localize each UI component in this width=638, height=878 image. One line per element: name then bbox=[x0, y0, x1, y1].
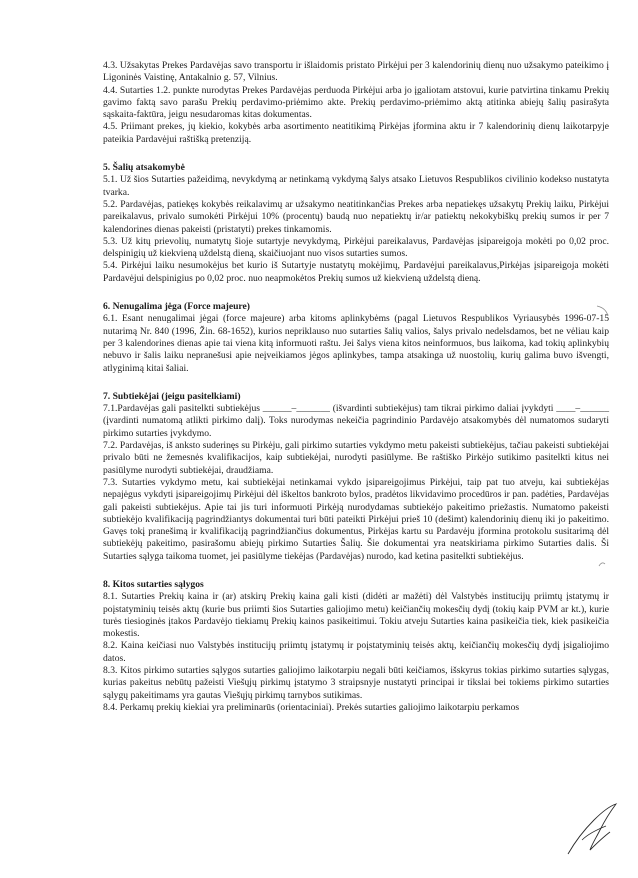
paragraph-5-4: 5.4. Pirkėjui laiku nesumokėjus bet kurio iš Sutartyje nustatytų mokėjimų, Pardavėjui pareikalavus,Pirkėjas įsipareigoja mokėti Pardavėjui delspinigius po 0,02 proc. nuo neapmokėtos Prekių sumos už kiekvieną uždelstą dieną. bbox=[103, 260, 609, 284]
paragraph-6-1: 6.1. Esant nenugalimai jėgai (force majeure) arba kitoms aplinkybėms (pagal Lietuvos Respublikos Vyriausybės 1996-07-15 nutarimą Nr. 840 (1996, Žin. 68-1652), kurios nepriklauso nuo sutarties šalių valios, šalys privalo nedelsdamos, bet ne vėliau kaip per 3 kalendorines dienas apie tai viena kitą informuoti raštu. Jei šalys viena kitos neinformuos, bus laikoma, kad tokių aplinkybių nebuvo ir šalis laiku nepranešusi apie neįveikiamos jėgos aplinkybes, tampa atsakinga už nuostolių, kurių galima buvo išvengti, atlyginimą kitai šaliai. bbox=[103, 313, 609, 374]
paragraph-5-2: 5.2. Pardavėjas, patiekęs kokybės reikalavimų ar užsakymo neatitinkančias Prekes arba nepatiekęs užsakytų Prekių laiku, Pirkėjui pareikalavus, privalo sumokėti Pirkėjui 10% (procentų) baudą nuo nepatiektų ir/ar patiektų nekokybiškų prekių sumos ir per 7 kalendorines dienas pakeisti (pristatyti) prekes tinkamomis. bbox=[103, 198, 609, 235]
paragraph-7-2: 7.2. Pardavėjas, iš anksto suderinęs su Pirkėju, gali pirkimo sutarties vykdymo metu pakeisti subtiekėjus, tačiau pakeisti subtiekėjai privalo būti ne žemesnės kvalifikacijos, kaip subtiekėjai, nurodyti pasiūlyme. Be raštiško Pirkėjo sutikimo pasitelkti kitus nei pasiūlyme nurodyti subtiekėjai, draudžiama. bbox=[103, 440, 609, 476]
section-6-title: 6. Nenugalima jėga (Force majeure) bbox=[103, 301, 250, 313]
section-5-title: 5. Šalių atsakomybė bbox=[103, 162, 185, 174]
paragraph-8-2: 8.2. Kaina keičiasi nuo Valstybės institucijų priimtų įstatymų ir poįstatyminių teisės aktų, keičiančių mokesčių dydį įsigaliojimo datos. bbox=[103, 640, 609, 664]
section-8-title: 8. Kitos sutarties sąlygos bbox=[103, 578, 204, 590]
document-page bbox=[103, 60, 609, 714]
paragraph-5-3: 5.3. Už kitų prievolių, numatytų šioje sutartyje nevykdymą, Pirkėjui pareikalavus, Pardavėjas įsipareigoja mokėti po 0,02 proc. delspinigių už kiekvieną uždelstą dieną, skaičiuojant nuo visos sutarties sumos. bbox=[103, 235, 609, 260]
paragraph-7-1: 7.1.Pardavėjas gali pasitelkti subtiekėjus ______–_______ (išvardinti subtiekėjus) tam tikrai pirkimo daliai įvykdyti ____–______ (įvardinti numatomą atlikti pirkimo dalį). Toks nurodymas nekeičia pagrindinio Pardavėjo atsakomybės dėl numatomos sudaryti pirkimo sutarties įvykdymo. bbox=[103, 403, 609, 439]
paragraph-4-3: 4.3. Užsakytas Prekes Pardavėjas savo transportu ir išlaidomis pristato Pirkėjui per 3 kalendorinių dienų nuo užsakymo pateikimo į Ligoninės Vaistinę, Antakalnio g. 57, Vilnius. bbox=[103, 60, 609, 84]
paragraph-4-5: 4.5. Priimant prekes, jų kiekio, kokybės arba asortimento neatitikimą Pirkėjas įformina aktu ir 7 kalendorinių dienų laikotarpyje pateikia Pardavėjui raštišką pretenziją. bbox=[103, 121, 609, 145]
handwritten-signature bbox=[562, 800, 622, 860]
paragraph-8-4: 8.4. Perkamų prekių kiekiai yra preliminarūs (orientaciniai). Prekės sutarties galiojimo laikotarpiu perkamos bbox=[103, 701, 520, 713]
section-7-title: 7. Subtiekėjai (jeigu pasitelkiami) bbox=[103, 390, 241, 402]
paragraph-5-1: 5.1. Už šios Sutarties pažeidimą, nevykdymą ar netinkamą vykdymą šalys atsako Lietuvos Respublikos civilinio kodekso nustatyta tvarka. bbox=[103, 174, 609, 198]
pen-mark-small bbox=[597, 560, 607, 568]
paragraph-4-4: 4.4. Sutarties 1.2. punkte nurodytas Prekes Pardavėjas perduoda Pirkėjui arba jo įgaliotam atstovui, kurie patvirtina tinkamu Prekių gavimo faktą savo parašu Prekių perdavimo-priėmimo akte. Prekių perdavimo-priėmimo aktą atitinka abiejų šalių pasirašyta sąskaita-faktūra, jeigu nesudaromas kitas dokumentas. bbox=[103, 84, 609, 121]
paragraph-7-3: 7.3. Sutarties vykdymo metu, kai subtiekėjai netinkamai vykdo įsipareigojimus Pirkėjui, taip pat tuo atveju, kai subtiekėjas nepajėgus vykdyti įsipareigojimų Pirkėjui dėl iškeltos bankroto bylos, pradėtos likvidavimo procedūros ir pan. padėties, Pardavėjas gali pakeisti subtiekėjus. Apie tai jis turi informuoti Pirkėją nurodydamas subtiekėjo pakeitimo priežastis. Numatomo pakeisti subtiekėjo kvalifikaciją pagrindžiantys dokumentai turi būti pateikti Pirkėjui prieš 10 (dešimt) kalendorinių dienų iki jo pakeitimo. Gavęs tokį pranešimą ir kvalifikaciją pagrindžiančius dokumentus, Pirkėjas kartu su Pardavėju įformina protokolu susitarimą dėl subtiekėjų pakeitimo, pasirašomu abiejų pirkimo Sutarties Šalių. Šie dokumentai yra neatskiriama pirkimo Sutarties dalis. Ši Sutarties sąlyga taikoma tuomet, jei pasiūlyme tiekėjas (Pardavėjas) nurodo, kad ketina pasitelkti subtiekėjus. bbox=[103, 476, 609, 562]
paragraph-8-1: 8.1. Sutarties Prekių kaina ir (ar) atskirų Prekių kaina gali kisti (didėti ar mažėti) dėl Valstybės institucijų priimtų įstatymų ir poįstatyminių teisės aktų (kurie bus priimti šios Sutarties galiojimo metu) keičiančių mokesčių dydį (tokių kaip PVM ar kt.), kurie turės tiesioginės įtakos Pardavėjo tiekiamų Prekių kainos pasikeitimui. Tokiu atveju Sutarties kaina pasikeičia tiek, kiek pasikeičia mokestis. bbox=[103, 591, 609, 640]
paragraph-8-3: 8.3. Kitos pirkimo sutarties sąlygos sutarties galiojimo laikotarpiu negali būti keičiamos, išskyrus tokias pirkimo sutarties sąlygas, kurias pakeitus nebūtų pažeisti Viešųjų pirkimų įstatymo 3 straipsnyje nustatyti principai ir tikslai bei tokiems pirkimo sutarties sąlygų pakeitimams yra gautas Viešųjų pirkimų tarnybos sutikimas. bbox=[103, 665, 609, 701]
pen-mark bbox=[596, 303, 610, 317]
